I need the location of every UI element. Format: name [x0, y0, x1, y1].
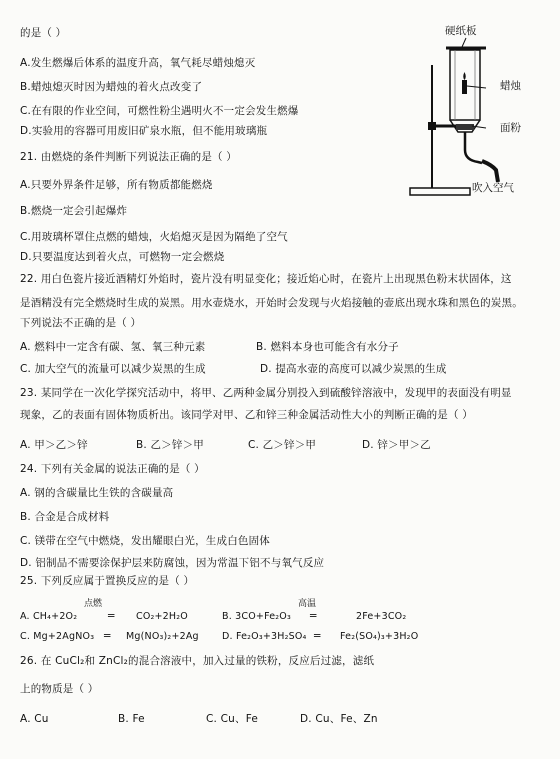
q25-option-b-equals: ═	[310, 610, 317, 622]
q22-line-2: 是酒精没有完全燃烧时生成的炭黑。用水壶烧水，开始时会发现与火焰接触的壶底出现水珠和黑色的炭黑。	[20, 297, 523, 309]
q20-option-a: A.发生燃爆后体系的温度升高，氧气耗尽蜡烛熄灭	[20, 57, 256, 69]
q25-option-b-products: 2Fe+3CO₂	[356, 611, 407, 622]
q21-option-b: B.燃烧一定会引起爆炸	[20, 205, 128, 217]
apparatus-drawing	[400, 20, 550, 205]
label-flour: 面粉	[500, 122, 521, 134]
q20-option-d: D.实验用的容器可用废旧矿泉水瓶，但不能用玻璃瓶	[20, 125, 268, 137]
q21-option-a: A.只要外界条件足够，所有物质都能燃烧	[20, 179, 213, 191]
intro-tail: 的是（ ）	[20, 27, 67, 39]
q25-option-d-products: Fe₂(SO₄)₃+3H₂O	[340, 631, 419, 642]
q23-option-a: A. 甲＞乙＞锌	[20, 439, 88, 451]
q25-option-d-equals: ═	[314, 630, 321, 642]
q21-option-c: C.用玻璃杯罩住点燃的蜡烛，火焰熄灭是因为隔绝了空气	[20, 231, 288, 243]
q23-option-d: D. 锌＞甲＞乙	[362, 439, 431, 451]
q23-line-1: 23. 某同学在一次化学探究活动中，将甲、乙两种金属分别投入到硫酸锌溶液中，发现甲的表面没有明显	[20, 387, 512, 399]
q23-option-c: C. 乙＞锌＞甲	[248, 439, 317, 451]
q25-stem: 25. 下列反应属于置换反应的是（ ）	[20, 575, 195, 587]
q24-option-b: B. 合金是合成材料	[20, 511, 110, 523]
q25-option-c-equals: ═	[104, 630, 111, 642]
q26-option-c: C. Cu、Fe	[206, 713, 259, 725]
q26-line-1: 26. 在 CuCl₂和 ZnCl₂的混合溶液中，加入过量的铁粉，反应后过滤，滤纸	[20, 655, 375, 667]
q21-option-d: D.只要温度达到着火点，可燃物一定会燃烧	[20, 251, 225, 263]
q24-option-d: D. 铝制品不需要涂保护层来防腐蚀，因为常温下铝不与氧气反应	[20, 557, 325, 569]
label-candle: 蜡烛	[500, 80, 521, 92]
q24-option-c: C. 镁带在空气中燃烧，发出耀眼白光，生成白色固体	[20, 535, 271, 547]
q20-option-c: C.在有限的作业空间，可燃性粉尘遇明火不一定会发生燃爆	[20, 105, 299, 117]
q25-option-c-reactants: C. Mg+2AgNO₃	[20, 631, 95, 642]
q25-option-d-reactants: D. Fe₂O₃+3H₂SO₄	[222, 631, 307, 642]
label-blow-air: 吹入空气	[472, 182, 514, 194]
q26-option-a: A. Cu	[20, 713, 49, 725]
q25-option-a-reactants: A. CH₄+2O₂	[20, 611, 78, 622]
q21-stem: 21. 由燃烧的条件判断下列说法正确的是（ ）	[20, 151, 237, 163]
q22-line-1: 22. 用白色瓷片接近酒精灯外焰时，瓷片没有明显变化；接近焰心时，在瓷片上出现黑色粉末状固体，这	[20, 273, 512, 285]
q24-stem: 24. 下列有关金属的说法正确的是（ ）	[20, 463, 205, 475]
q25-option-a-condition: 点燃	[84, 599, 103, 609]
q23-option-b: B. 乙＞锌＞甲	[136, 439, 204, 451]
q25-option-b-reactants: B. 3CO+Fe₂O₃	[222, 611, 291, 622]
q25-option-c-products: Mg(NO₃)₂+2Ag	[126, 631, 199, 642]
q25-option-a-products: CO₂+2H₂O	[136, 611, 188, 622]
q22-option-c: C. 加大空气的流量可以减少炭黑的生成	[20, 363, 206, 375]
dust-explosion-apparatus-diagram	[400, 20, 550, 209]
q26-line-2: 上的物质是（ ）	[20, 683, 99, 695]
q22-line-3: 下列说法不正确的是（ ）	[20, 317, 142, 329]
label-cardboard: 硬纸板	[445, 25, 477, 37]
q26-option-d: D. Cu、Fe、Zn	[300, 713, 378, 725]
q22-option-a: A. 燃料中一定含有碳、氢、氧三种元素	[20, 341, 206, 353]
q25-option-a-equals: ═	[108, 610, 115, 622]
q22-option-d: D. 提高水壶的高度可以减少炭黑的生成	[260, 363, 447, 375]
q22-option-b: B. 燃料本身也可能含有水分子	[256, 341, 399, 353]
q24-option-a: A. 钢的含碳量比生铁的含碳量高	[20, 487, 174, 499]
q20-option-b: B.蜡烛熄灭时因为蜡烛的着火点改变了	[20, 81, 203, 93]
q25-option-b-condition: 高温	[298, 599, 317, 609]
q26-option-b: B. Fe	[118, 713, 145, 725]
q23-line-2: 现象，乙的表面有固体物质析出。该同学对甲、乙和锌三种金属活动性大小的判断正确的是（ ）	[20, 409, 473, 421]
